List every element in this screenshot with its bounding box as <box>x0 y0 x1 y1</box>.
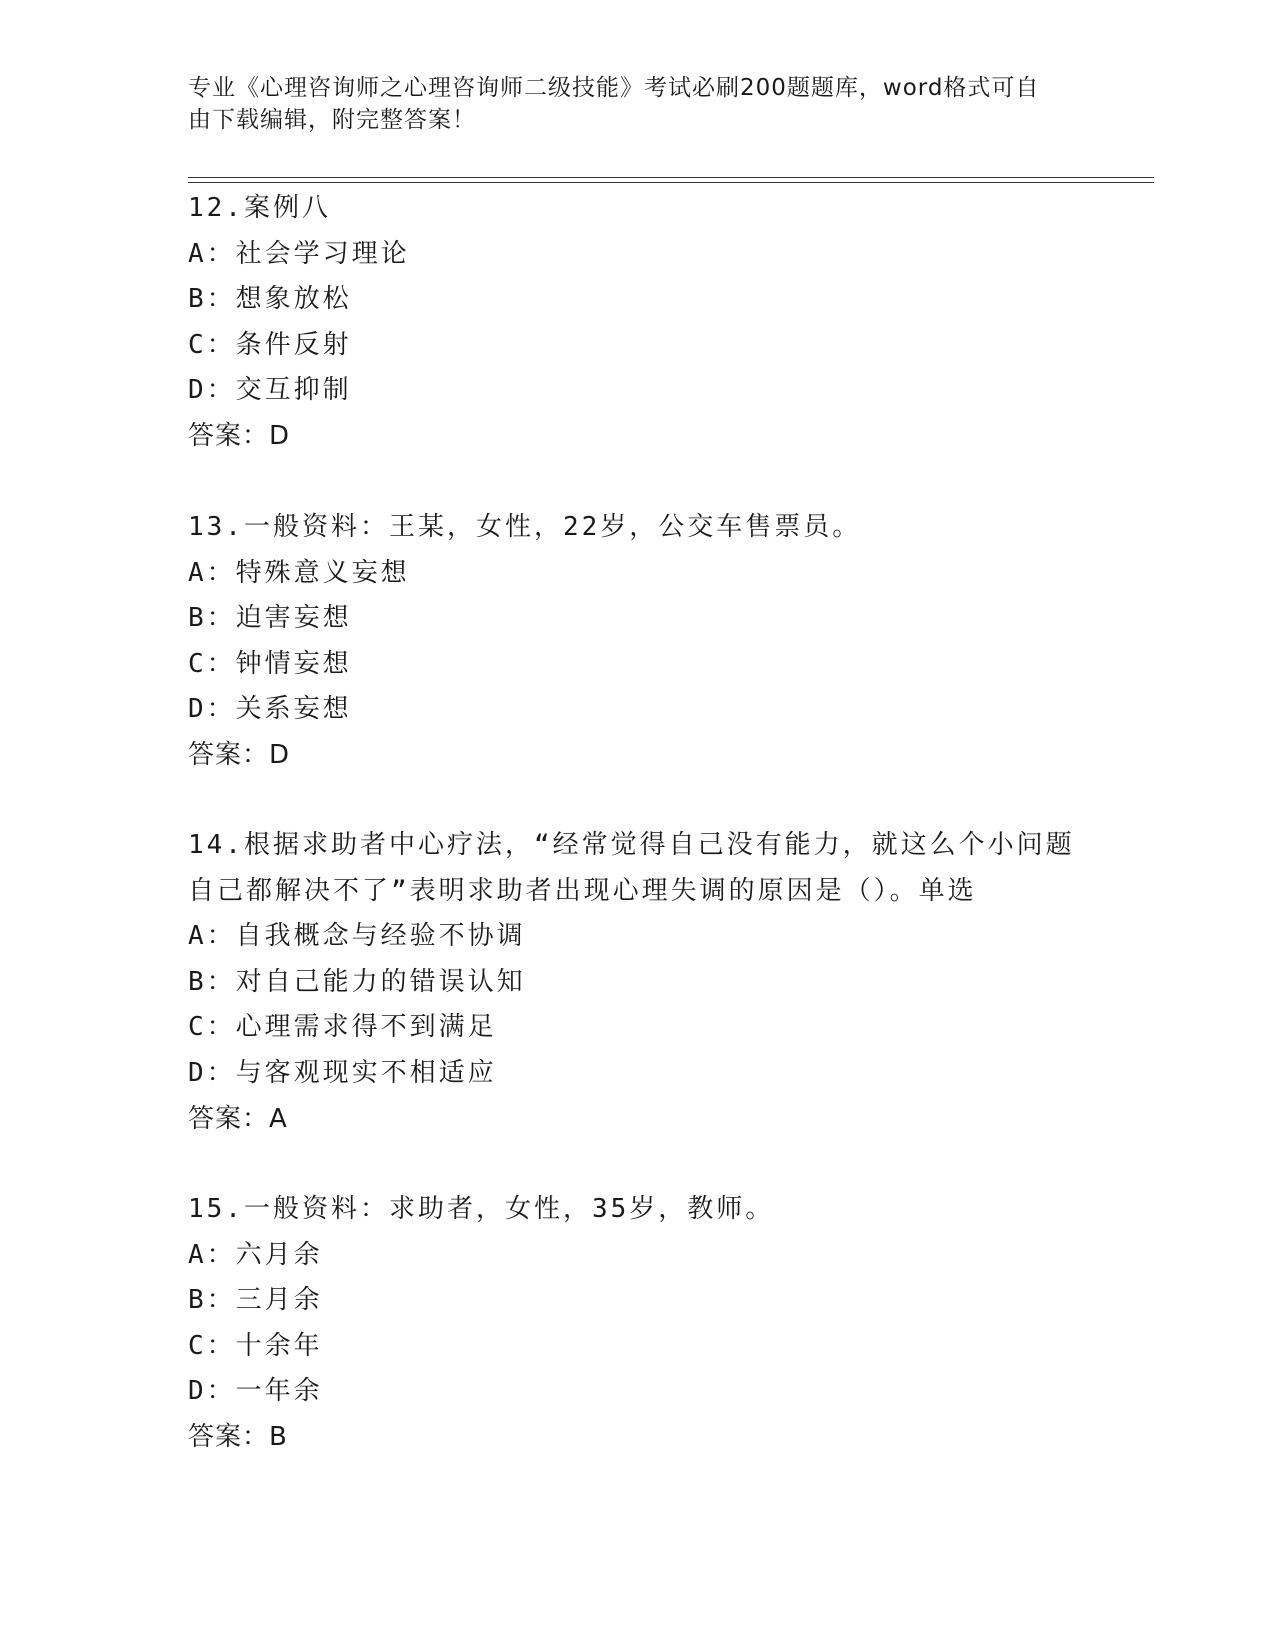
option-d: D：交互抑制 <box>188 375 352 406</box>
question-13 <box>188 505 1128 779</box>
header-line-2: 由下载编辑，附完整答案！ <box>188 107 476 133</box>
option-c: C：条件反射 <box>188 329 352 360</box>
option-b: B：三月余 <box>188 1285 323 1316</box>
answer-line: 答案：B <box>188 1421 288 1452</box>
question-14 <box>188 823 1128 1142</box>
option-c: C：钟情妄想 <box>188 648 352 679</box>
question-stem-line-1: 14.根据求助者中心疗法，“经常觉得自己没有能力，就这么个小问题 <box>188 830 1075 860</box>
option-c: C：十余年 <box>188 1330 323 1361</box>
answer-line: 答案：D <box>188 739 291 770</box>
option-b: B：想象放松 <box>188 284 352 315</box>
header-divider-bottom <box>188 182 1154 183</box>
option-a: A：六月余 <box>188 1239 323 1270</box>
header-line-1: 专业《心理咨询师之心理咨询师二级技能》考试必刷200题题库，word格式可自 <box>188 75 1040 101</box>
question-15 <box>188 1187 1128 1461</box>
option-b: B：对自己能力的错误认知 <box>188 966 526 997</box>
question-stem: 12.案例八 <box>188 193 331 223</box>
answer-line: 答案：A <box>188 1103 288 1134</box>
option-a: A：特殊意义妄想 <box>188 557 410 588</box>
option-b: B：迫害妄想 <box>188 603 352 634</box>
option-d: D：与客观现实不相适应 <box>188 1057 497 1088</box>
answer-line: 答案：D <box>188 420 291 451</box>
option-c: C：心理需求得不到满足 <box>188 1012 497 1043</box>
question-stem-line-2: 自己都解决不了”表明求助者出现心理失调的原因是（）。单选 <box>188 875 977 906</box>
header-divider-top <box>188 177 1154 178</box>
option-a: A：社会学习理论 <box>188 238 410 269</box>
question-stem: 15.一般资料：求助者，女性，35岁，教师。 <box>188 1194 775 1224</box>
option-a: A：自我概念与经验不协调 <box>188 921 526 952</box>
document-header <box>188 72 1088 136</box>
question-stem: 13.一般资料：王某，女性，22岁，公交车售票员。 <box>188 512 862 542</box>
option-d: D：关系妄想 <box>188 694 352 725</box>
question-12 <box>188 186 1128 460</box>
option-d: D：一年余 <box>188 1376 323 1407</box>
